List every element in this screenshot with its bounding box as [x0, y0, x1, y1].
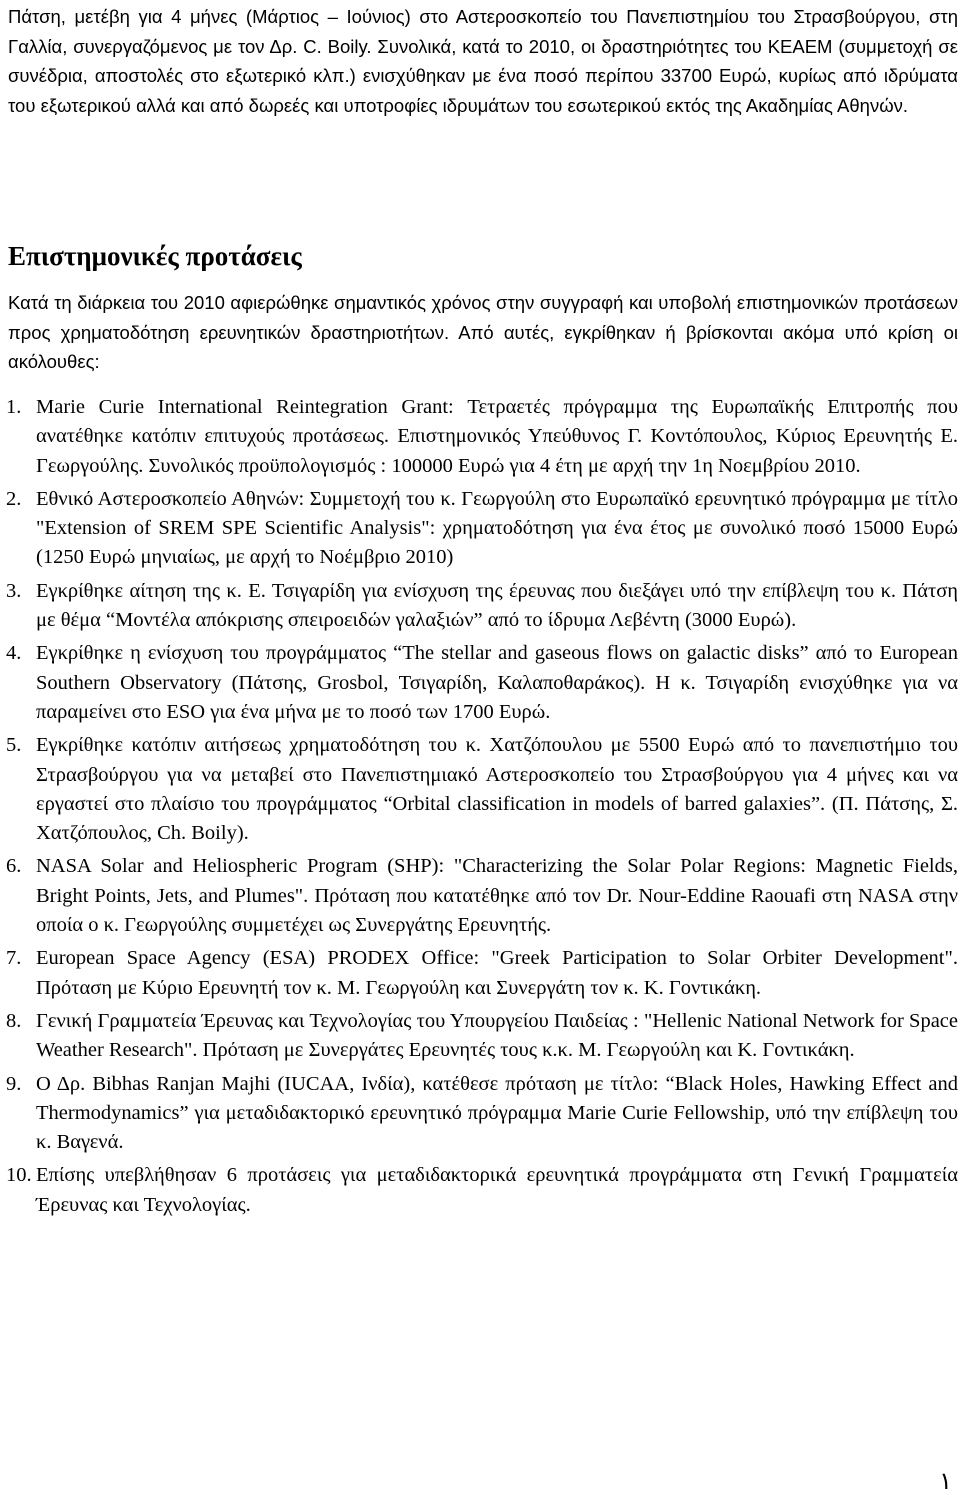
list-item	[8, 485, 958, 573]
section-heading: Επιστημονικές προτάσεις	[8, 241, 302, 271]
list-item-text: NASA Solar and Heliospheric Program (SHP): "Characterizing the Solar Polar Regions: Magnetic Fields, Bright Points, Jets, and Plumes". Πρόταση που κατατέθηκε από τον Dr. Nour-Eddine Raouafi στη NASA στην οποία ο κ. Γεωργούλης συμμετέχει ως Συνεργάτης Ερευνητής.	[36, 855, 958, 937]
list-item-text: Επίσης υπεβλήθησαν 6 προτάσεις για μεταδιδακτορικά ερευνητικά προγράμματα στη Γενική Γραμματεία Έρευνας και Τεχνολογίας.	[36, 1164, 958, 1216]
list-item	[8, 944, 958, 1003]
list-item-number: 5.	[6, 734, 22, 757]
list-item	[8, 1161, 958, 1220]
page-number: ١	[939, 1467, 952, 1495]
intro-paragraph: Πάτση, μετέβη για 4 μήνες (Μάρτιος – Ιούνιος) στο Αστεροσκοπείο του Πανεπιστημίου του Στρασβούργου, στη Γαλλία, συνεργαζόμενος με τον Δρ. C. Boily. Συνολικά, κατά το 2010, οι δραστηριότητες του ΚΕΑΕΜ (συμμετοχή σε συνέδρια, αποστολές στο εξωτερικό κλπ.) ενισχύθηκαν με ένα ποσό περίπου 33700 Ευρώ, κυρίως από ιδρύματα του εξωτερικού αλλά και από δωρεές και υποτροφίες ιδρυμάτων του εσωτερικού εκτός της Ακαδημίας Αθηνών.	[8, 6, 958, 116]
list-item-text: Εγκρίθηκε κατόπιν αιτήσεως χρηματοδότηση του κ. Χατζόπουλου με 5500 Ευρώ από το πανεπιστήμιο του Στρασβούργου για να μεταβεί στο Πανεπιστημιακό Αστεροσκοπείο του Στρασβούργου για 4 μήνες και να εργαστεί στο πλαίσιο του προγράμματος “Orbital classification in models of barred galaxies”. (Π. Πάτσης, Σ. Χατζόπουλος, Ch. Boily).	[36, 734, 958, 845]
list-item-number: 10.	[6, 1164, 32, 1187]
list-item-number: 7.	[6, 947, 22, 970]
list-item-number: 1.	[6, 396, 22, 418]
list-item-text: Εθνικό Αστεροσκοπείο Αθηνών: Συμμετοχή του κ. Γεωργούλη στο Ευρωπαϊκό ερευνητικό πρόγραμμα με τίτλο "Extension of SREM SPE Scientific Analysis": χρηματοδότηση για ένα έτος με συνολικό ποσό 15000 Ευρώ (1250 Ευρώ μηνιαίως, με αρχή το Νοέμβριο 2010)	[36, 487, 958, 569]
list-item	[8, 1007, 958, 1066]
list-item-text: Ο Δρ. Bibhas Ranjan Majhi (IUCAA, Ινδία), κατέθεσε πρόταση με τίτλο: “Black Holes, Hawking Effect and Thermodynamics” για μεταδιδακτορικό ερευνητικό πρόγραμμα Marie Curie Fellowship, υπό την επίβλεψη του κ. Βαγενά.	[36, 1072, 958, 1154]
list-item-text: Γενική Γραμματεία Έρευνας και Τεχνολογίας του Υπουργείου Παιδείας : "Hellenic National Network for Space Weather Research". Πρόταση με Συνεργάτες Ερευνητές τους κ.κ. Μ. Γεωργούλη και Κ. Γοντικάκη.	[36, 1009, 958, 1062]
list-item	[8, 393, 958, 481]
list-item	[8, 639, 958, 727]
list-item-text: Εγκρίθηκε η ενίσχυση του προγράμματος “The stellar and gaseous flows on galactic disks” από το European Southern Observatory (Πάτσης, Grosbol, Τσιγαρίδη, Καλαποθαράκος). Η κ. Τσιγαρίδη ενισχύθηκε για να παραμείνει στο ESO για ένα μήνα με το ποσό των 1700 Ευρώ.	[36, 642, 958, 723]
list-item-number: 8.	[6, 1009, 22, 1032]
list-item-text: Marie Curie International Reintegration Grant: Τετραετές πρόγραμμα της Ευρωπαϊκής Επιτροπής που ανατέθηκε κατόπιν επιτυχούς προτάσεως. Επιστημονικός Υπεύθυνος Γ. Κοντόπουλος, Κύριος Ερευνητής Ε. Γεωργούλης. Συνολικός προϋπολογισμός : 100000 Ευρώ για 4 έτη με αρχή την 1η Νοεμβρίου 2010.	[36, 396, 958, 477]
proposals-list	[8, 393, 958, 1224]
list-item-number: 4.	[6, 642, 22, 665]
list-item-number: 2.	[6, 487, 22, 510]
list-item	[8, 577, 958, 636]
list-item	[8, 1070, 958, 1158]
list-item-text: Εγκρίθηκε αίτηση της κ. Ε. Τσιγαρίδη για ενίσχυση της έρευνας που διεξάγει υπό την επίβλεψη του κ. Πάτση με θέμα “Μοντέλα απόκρισης σπειροειδών γαλαξιών” από το ίδρυμα Λεβέντη (3000 Ευρώ).	[36, 579, 958, 632]
section-intro-paragraph: Κατά τη διάρκεια του 2010 αφιερώθηκε σημαντικός χρόνος στην συγγραφή και υποβολή επιστημονικών προτάσεων προς χρηματοδότηση ερευνητικών δραστηριοτήτων. Από αυτές, εγκρίθηκαν ή βρίσκονται ακόμα υπό κρίση οι ακόλουθες:	[8, 292, 958, 372]
list-item-number: 9.	[6, 1072, 22, 1095]
list-item	[8, 852, 958, 940]
list-item-number: 3.	[6, 579, 22, 602]
list-item-text: European Space Agency (ESA) PRODEX Office: "Greek Participation to Solar Orbiter Development". Πρόταση με Κύριο Ερευνητή τον κ. Μ. Γεωργούλη και Συνεργάτη τον κ. Κ. Γοντικάκη.	[36, 947, 958, 999]
list-item	[8, 731, 958, 848]
list-item-number: 6.	[6, 855, 22, 878]
document-page	[6, 0, 958, 1216]
